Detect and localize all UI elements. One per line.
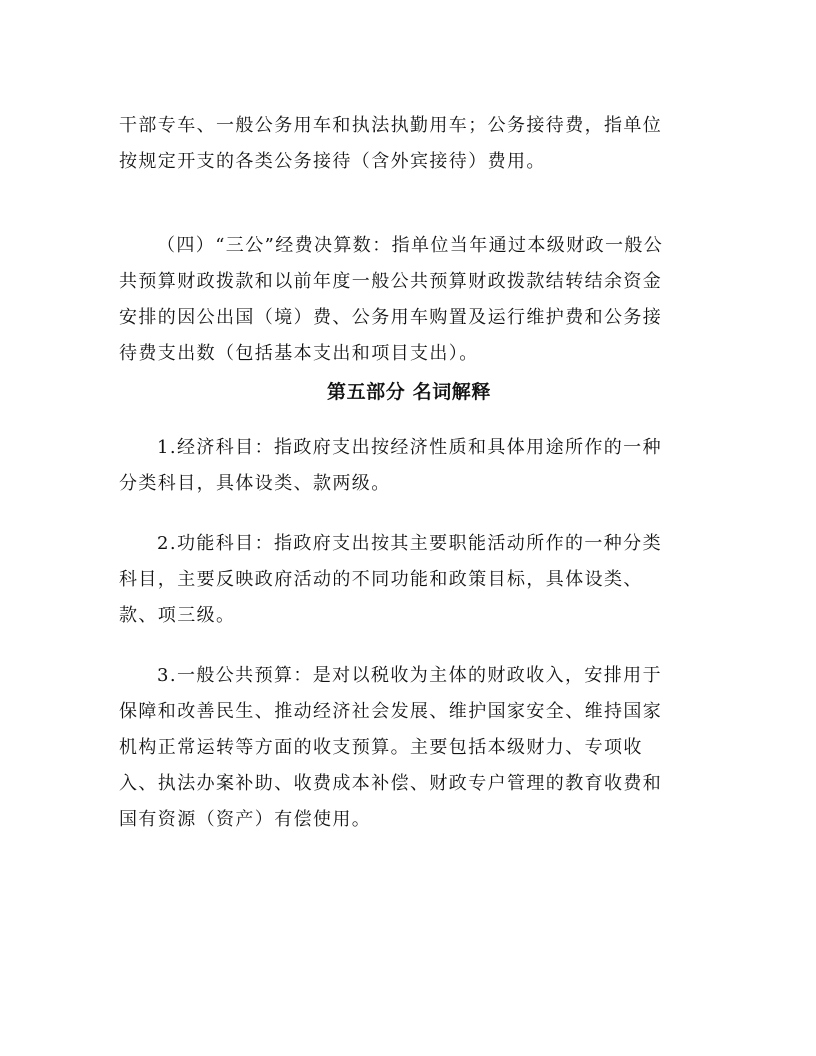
text-line: 保障和改善民生、推动经济社会发展、维护国家安全、维持国家 <box>119 701 663 722</box>
paragraph-three-public-expenses <box>119 228 699 372</box>
text-line: 科目，主要反映政府活动的不同功能和政策目标，具体设类、 <box>119 569 643 590</box>
text-line: 待费支出数（包括基本支出和项目支出）。 <box>119 343 479 364</box>
paragraph-official-vehicle-reception <box>119 108 699 180</box>
text-line: 干部专车、一般公务用车和执法执勤用车；公务接待费，指单位 <box>119 115 663 136</box>
text-line: 分类科目，具体设类、款两级。 <box>119 473 391 494</box>
text-line: （四）“三公”经费决算数：指单位当年通过本级财政一般公 <box>157 235 664 256</box>
text-line: 安排的因公出国（境）费、公务用车购置及运行维护费和公务接 <box>119 307 663 328</box>
text-line: 1.经济科目：指政府支出按经济性质和具体用途所作的一种 <box>157 437 662 458</box>
term-general-public-budget <box>119 658 699 838</box>
text-line: 机构正常运转等方面的收支预算。主要包括本级财力、专项收 <box>119 737 643 758</box>
text-line: 3.一般公共预算：是对以税收为主体的财政收入，安排用于 <box>157 665 662 686</box>
text-line: 国有资源（资产）有偿使用。 <box>119 809 372 830</box>
text-line: 款、项三级。 <box>119 605 236 626</box>
text-line: 2.功能科目：指政府支出按其主要职能活动所作的一种分类 <box>157 533 662 554</box>
text-line: 按规定开支的各类公务接待（含外宾接待）费用。 <box>119 151 546 172</box>
text-line: 入、执法办案补助、收费成本补偿、财政专户管理的教育收费和 <box>119 773 663 794</box>
text-line: 共预算财政拨款和以前年度一般公共预算财政拨款结转结余资金 <box>119 271 663 292</box>
term-economic-subject <box>119 430 699 502</box>
term-functional-subject <box>119 526 699 634</box>
section-heading: 第五部分 名词解释 <box>326 381 491 403</box>
